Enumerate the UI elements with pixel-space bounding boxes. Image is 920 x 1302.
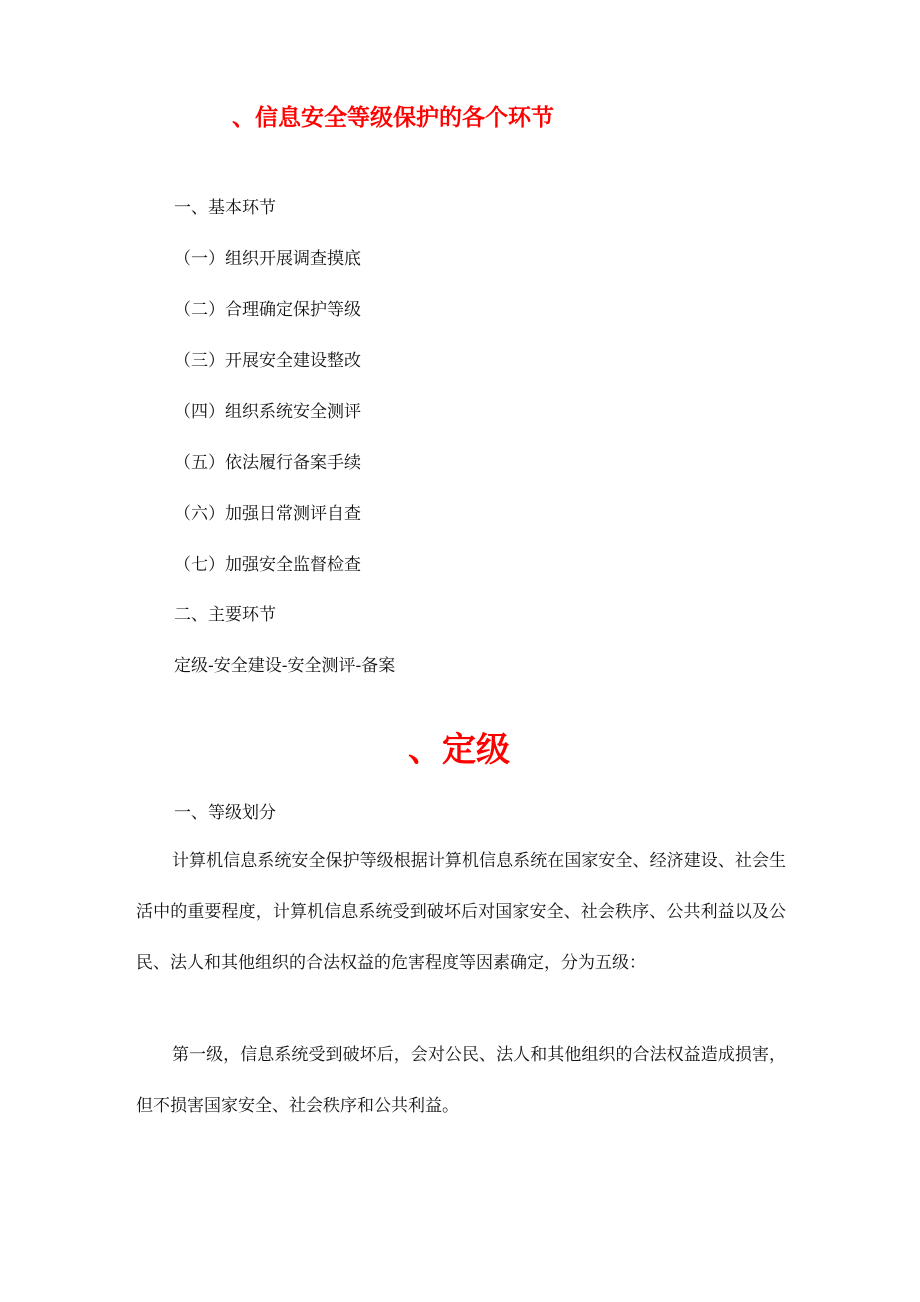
subheading-main-stages: 二、主要环节 [174, 605, 276, 625]
paragraph-level-one: 第一级，信息系统受到破坏后，会对公民、法人和其他组织的合法权益造成损害，但不损害国家安全、社会秩序和公共利益。 [136, 1045, 786, 1116]
flow-text: 定级-安全建设-安全测评-备案 [174, 656, 396, 676]
section-heading-grading: 、定级 [408, 730, 510, 770]
subheading-basic-stages: 一、基本环节 [174, 198, 276, 218]
list-item: （三）开展安全建设整改 [174, 351, 361, 371]
list-item: （二）合理确定保护等级 [174, 300, 361, 320]
subheading-grade-division: 一、等级划分 [174, 803, 276, 823]
list-item: （四）组织系统安全测评 [174, 402, 361, 422]
section-heading-protection-stages: 、信息安全等级保护的各个环节 [232, 105, 554, 131]
paragraph-grading-basis: 计算机信息系统安全保护等级根据计算机信息系统在国家安全、经济建设、社会生活中的重要程度，计算机信息系统受到破坏后对国家安全、社会秩序、公共利益以及公民、法人和其他组织的合法权益的危害程度等因素确定，分为五级： [136, 851, 786, 973]
list-item: （六）加强日常测评自查 [174, 504, 361, 524]
list-item: （七）加强安全监督检查 [174, 555, 361, 575]
list-item: （五）依法履行备案手续 [174, 453, 361, 473]
list-item: （一）组织开展调查摸底 [174, 249, 361, 269]
